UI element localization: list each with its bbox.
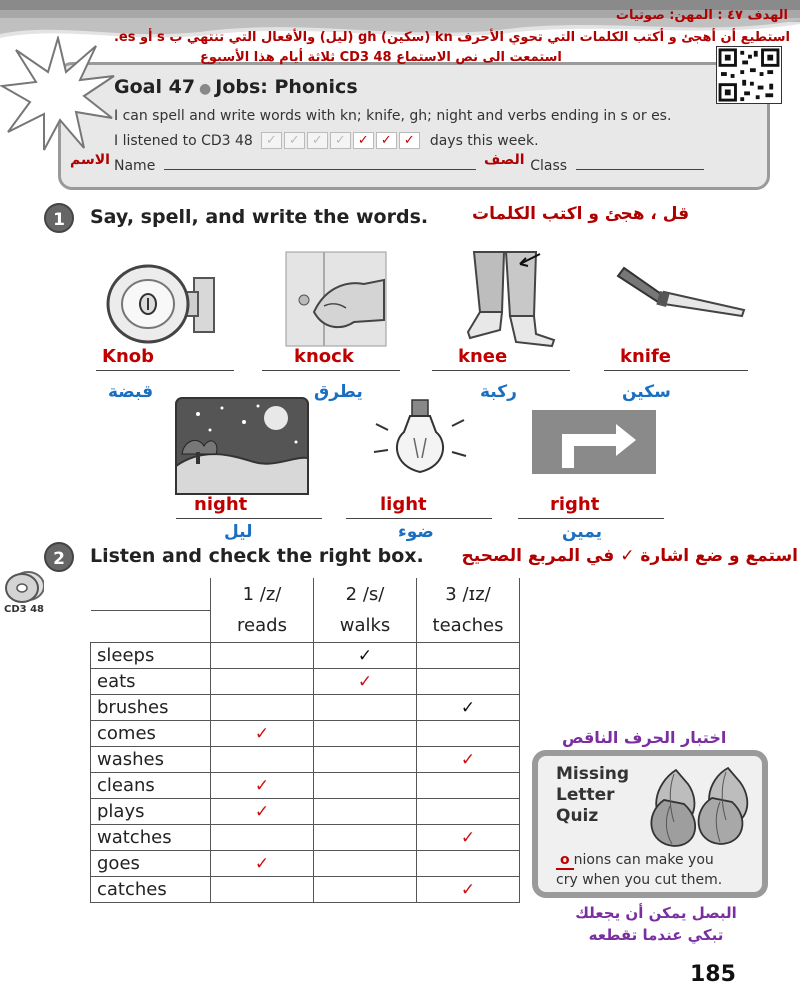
- cd-track-label: CD3 48: [4, 604, 44, 615]
- table-row: [91, 720, 520, 746]
- check-box-cell[interactable]: [417, 876, 520, 902]
- day-checkbox[interactable]: ✓: [307, 132, 328, 149]
- day-checkbox[interactable]: ✓: [353, 132, 374, 149]
- arabic-word-knock: يطرق: [314, 382, 363, 402]
- listening-tracker: [114, 132, 539, 149]
- check-mark-icon: ✓: [254, 723, 270, 744]
- check-box-cell[interactable]: [314, 798, 417, 824]
- word-knee: knee: [458, 346, 508, 367]
- word-knock: knock: [294, 346, 354, 367]
- check-box-cell[interactable]: [211, 798, 314, 824]
- quiz-title-line-3: Quiz: [556, 806, 599, 826]
- arabic-word-night: ليل: [224, 522, 253, 542]
- knee-legs-icon: [460, 250, 560, 348]
- arabic-name-label: الاسم: [70, 152, 110, 168]
- table-corner-cell: [91, 578, 211, 610]
- arabic-quiz-title: اختبار الحرف الناقص: [562, 728, 727, 747]
- name-input[interactable]: [164, 158, 476, 170]
- door-knob-icon: [102, 258, 220, 348]
- arabic-word-light: ضوء: [398, 522, 434, 542]
- row-word: catches: [91, 876, 211, 902]
- check-box-cell[interactable]: [314, 642, 417, 668]
- check-box-cell[interactable]: [417, 772, 520, 798]
- table-row: [91, 668, 520, 694]
- arabic-word-knob: قبضة: [108, 382, 154, 402]
- check-box-cell[interactable]: [211, 720, 314, 746]
- check-box-cell[interactable]: [314, 746, 417, 772]
- row-word: eats: [91, 668, 211, 694]
- check-mark-icon: ✓: [357, 671, 373, 692]
- day-checkbox[interactable]: ✓: [330, 132, 351, 149]
- day-checkbox[interactable]: ✓: [399, 132, 420, 149]
- check-box-cell[interactable]: [314, 850, 417, 876]
- row-word: washes: [91, 746, 211, 772]
- section-2-title-arabic: استمع و ضع اشارة ✓ في المربع الصحيح: [461, 546, 798, 566]
- table-row: [91, 876, 520, 902]
- knocking-hand-icon: [284, 250, 388, 348]
- class-input[interactable]: [576, 158, 704, 170]
- check-box-cell[interactable]: [211, 772, 314, 798]
- goal-number: Goal 47: [114, 76, 196, 98]
- table-row: [91, 772, 520, 798]
- check-box-cell[interactable]: [417, 798, 520, 824]
- table-row: [91, 798, 520, 824]
- check-mark-icon: ✓: [254, 775, 270, 796]
- section-1-title: Say, spell, and write the words.: [90, 206, 429, 228]
- check-mark-icon: ✓: [460, 749, 476, 770]
- column-example-header: reads: [211, 610, 314, 642]
- row-word: sleeps: [91, 642, 211, 668]
- row-word: cleans: [91, 772, 211, 798]
- arabic-goal-line: استطيع أن أهجئ و أكتب الكلمات التي تحوي الأحرف kn (سكين) gh (ليل) والأفعال التي تنتهي ب s أو es.: [113, 30, 790, 45]
- check-box-cell[interactable]: [417, 720, 520, 746]
- goal-statement: I can spell and write words with kn; knife, gh; night and verbs ending in s or es.: [114, 108, 672, 124]
- night-scene-icon: [174, 396, 310, 496]
- word-light: light: [380, 494, 427, 515]
- column-sound-header: 2 /s/: [314, 578, 417, 610]
- check-box-cell[interactable]: [417, 668, 520, 694]
- write-line-knife[interactable]: [604, 370, 748, 371]
- section-1-title-arabic: قل ، هجئ و اكتب الكلمات: [472, 204, 690, 224]
- check-box-cell[interactable]: [417, 824, 520, 850]
- check-mark-icon: ✓: [460, 697, 476, 718]
- word-night: night: [194, 494, 248, 515]
- bullet-dot-icon: ●: [199, 81, 212, 97]
- check-box-cell[interactable]: [211, 694, 314, 720]
- arabic-word-knee: ركبة: [480, 382, 517, 402]
- arabic-word-knife: سكين: [622, 382, 671, 402]
- table-corner-cell: [91, 610, 211, 642]
- check-mark-icon: ✓: [254, 801, 270, 822]
- goal-topic: Jobs: Phonics: [215, 76, 358, 98]
- quiz-title: [556, 764, 629, 827]
- quiz-title-line-2: Letter: [556, 785, 615, 805]
- check-mark-icon: ✓: [254, 853, 270, 874]
- quiz-title-line-1: Missing: [556, 764, 630, 784]
- check-box-cell[interactable]: [211, 850, 314, 876]
- arabic-quiz-translation-line-1: البصل يمكن أن يجعلك: [575, 904, 737, 922]
- page-number: 185: [690, 962, 736, 987]
- light-bulb-icon: [370, 398, 470, 484]
- row-word: comes: [91, 720, 211, 746]
- quiz-sentence-line-1: nions can make you: [573, 852, 714, 868]
- write-line-night[interactable]: [176, 518, 322, 519]
- column-sound-header: 3 /ɪz/: [417, 578, 520, 610]
- write-line-light[interactable]: [346, 518, 492, 519]
- knife-icon: [614, 262, 750, 322]
- check-mark-icon: ✓: [460, 827, 476, 848]
- cd-prefix: I listened to CD3 48: [114, 132, 253, 149]
- day-checkbox[interactable]: ✓: [284, 132, 305, 149]
- column-example-header: walks: [314, 610, 417, 642]
- check-box-cell[interactable]: [314, 694, 417, 720]
- check-box-cell[interactable]: [417, 850, 520, 876]
- check-box-cell[interactable]: [314, 876, 417, 902]
- table-header-sounds: [91, 578, 520, 610]
- check-box-cell[interactable]: [417, 694, 520, 720]
- arabic-class-label: الصف: [484, 152, 525, 168]
- check-box-cell[interactable]: [417, 746, 520, 772]
- row-word: goes: [91, 850, 211, 876]
- arabic-goal-title: الهدف ٤٧ : المهن: صوتيات: [615, 8, 788, 23]
- word-right: right: [550, 494, 600, 515]
- write-line-knee[interactable]: [432, 370, 570, 371]
- check-box-cell[interactable]: [211, 824, 314, 850]
- quiz-answer-blank[interactable]: o: [556, 852, 574, 870]
- word-knob: Knob: [102, 346, 155, 367]
- column-sound-header: 1 /z/: [211, 578, 314, 610]
- quiz-sentence: [556, 850, 722, 890]
- check-box-cell[interactable]: [314, 824, 417, 850]
- quiz-sentence-line-2: cry when you cut them.: [556, 872, 723, 888]
- write-line-knob[interactable]: [96, 370, 234, 371]
- name-class-line: [114, 158, 704, 174]
- day-checkbox[interactable]: ✓: [261, 132, 282, 149]
- arabic-cd-line: استمعت الى نص الاستماع CD3 48 ثلاثة أيام هذا الأسبوع: [200, 50, 562, 65]
- arabic-word-right: يمين: [562, 522, 603, 542]
- write-line-right[interactable]: [518, 518, 664, 519]
- day-checkboxes: [261, 132, 420, 149]
- table-row: [91, 824, 520, 850]
- check-mark-icon: ✓: [357, 645, 373, 666]
- class-label: Class: [530, 158, 568, 174]
- table-row: [91, 642, 520, 668]
- row-word: watches: [91, 824, 211, 850]
- section-1-number: 1: [44, 203, 74, 233]
- table-row: [91, 694, 520, 720]
- row-word: plays: [91, 798, 211, 824]
- onions-icon: [640, 764, 758, 848]
- check-box-cell[interactable]: [211, 668, 314, 694]
- check-box-cell[interactable]: [314, 772, 417, 798]
- table-row: [91, 746, 520, 772]
- goal-title: [114, 76, 358, 98]
- arabic-quiz-translation: [556, 902, 756, 946]
- column-example-header: teaches: [417, 610, 520, 642]
- table-row: [91, 850, 520, 876]
- table-header-examples: [91, 610, 520, 642]
- check-box-cell[interactable]: [211, 746, 314, 772]
- sound-check-table: [90, 578, 520, 903]
- right-arrow-sign-icon: [532, 410, 656, 474]
- arabic-quiz-translation-line-2: تبكي عندما تقطعه: [588, 926, 724, 944]
- name-label: Name: [114, 158, 156, 174]
- check-box-cell[interactable]: [417, 642, 520, 668]
- check-box-cell[interactable]: [211, 642, 314, 668]
- cd-suffix: days this week.: [429, 132, 539, 149]
- check-box-cell[interactable]: [314, 720, 417, 746]
- day-checkbox[interactable]: ✓: [376, 132, 397, 149]
- row-word: brushes: [91, 694, 211, 720]
- check-box-cell[interactable]: [211, 876, 314, 902]
- section-2-number: 2: [44, 542, 74, 572]
- check-mark-icon: ✓: [460, 879, 476, 900]
- section-2-title: Listen and check the right box.: [90, 545, 424, 567]
- qr-code-icon[interactable]: [716, 46, 782, 104]
- word-knife: knife: [620, 346, 671, 367]
- write-line-knock[interactable]: [262, 370, 400, 371]
- check-box-cell[interactable]: [314, 668, 417, 694]
- starburst-icon: [0, 36, 116, 152]
